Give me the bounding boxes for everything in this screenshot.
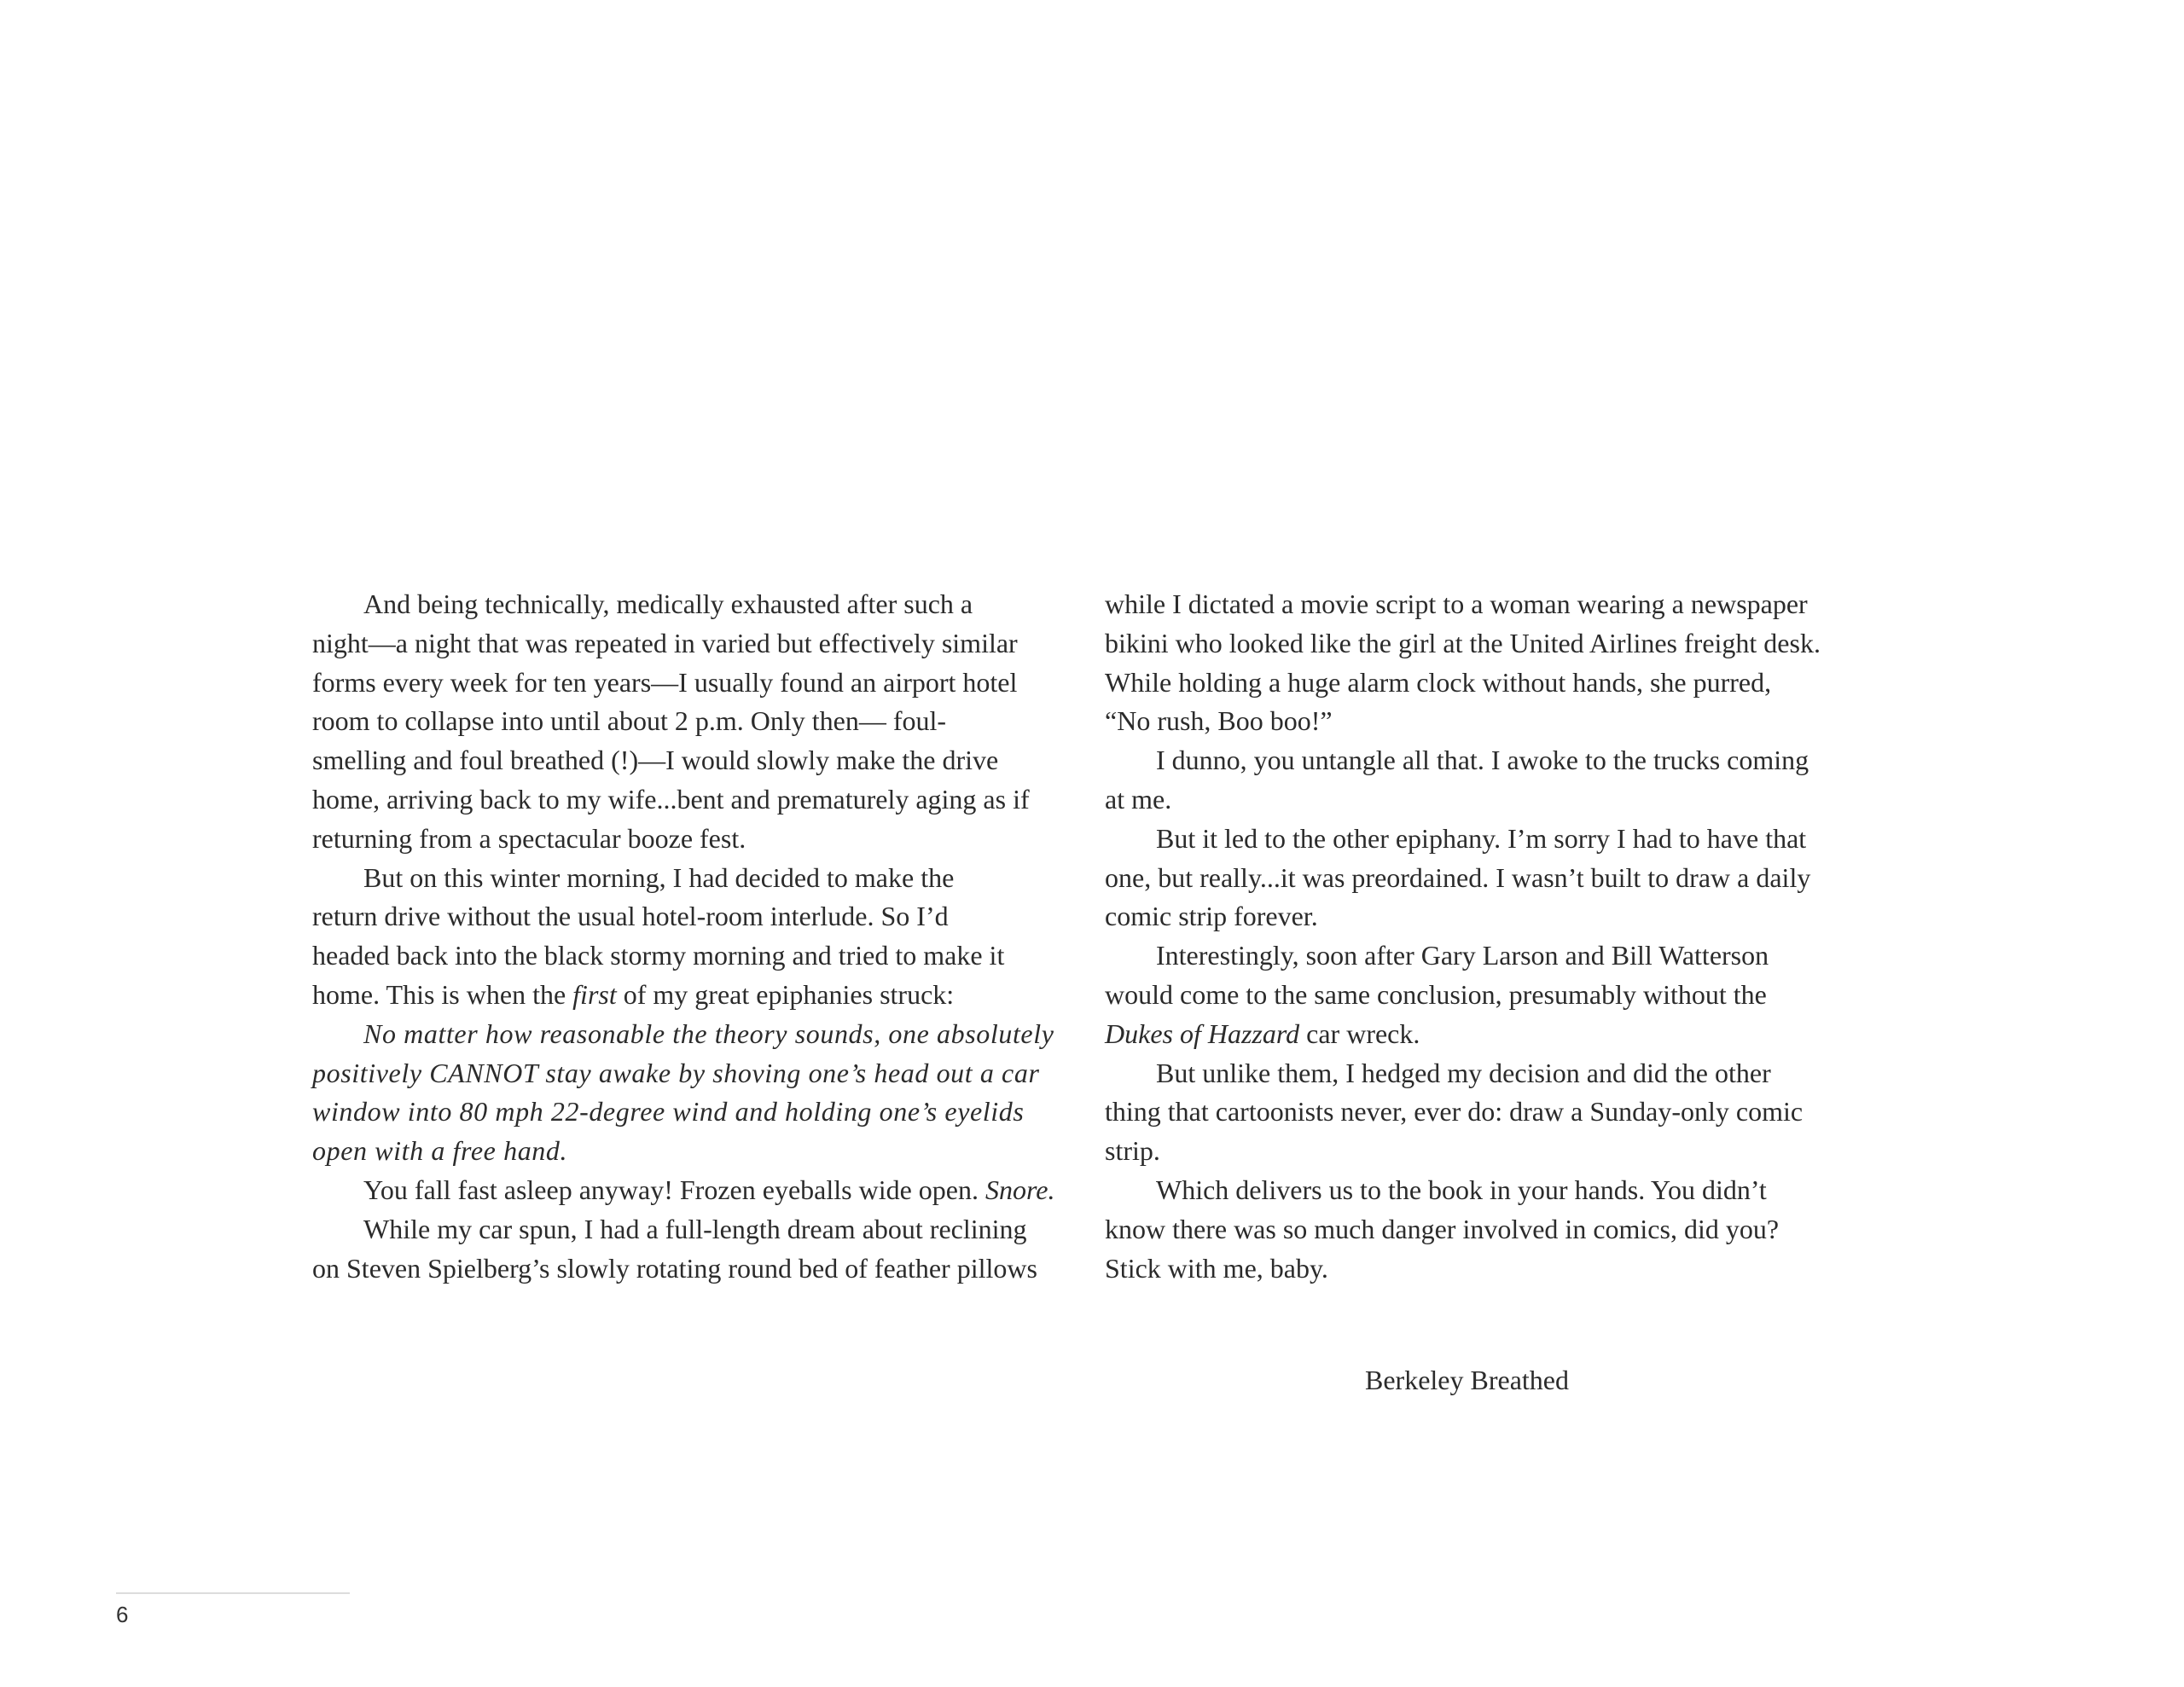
text-line: bikini who looked like the girl at the United Airlines freight desk. [1105, 627, 1821, 658]
italic-text-line: No matter how reasonable the theory sounds, one absolutely [363, 1017, 1054, 1049]
text-line: return drive without the usual hotel-room interlude. So I’d [312, 901, 949, 932]
text-line: home, arriving back to my wife...bent and prematurely aging as if [312, 783, 1030, 815]
text-line: While my car spun, I had a full-length dream about reclining [363, 1213, 1027, 1244]
author-signature: Berkeley Breathed [1365, 1365, 1569, 1395]
page-number: 6 [116, 1602, 129, 1627]
text-line [312, 1171, 1055, 1210]
text-segment: of my great epiphanies struck: [616, 978, 955, 1010]
text-line: headed back into the black stormy morning and tried to make it [312, 940, 1005, 971]
text-line: And being technically, medically exhausted after such a [363, 588, 973, 619]
text-line: strip. [1105, 1135, 1160, 1167]
text-line: thing that cartoonists never, ever do: draw a Sunday-only comic [1105, 1096, 1804, 1128]
text-segment: You fall fast asleep anyway! Frozen eyeballs wide open. [363, 1174, 985, 1205]
text-line: know there was so much danger involved in comics, did you? [1105, 1213, 1780, 1244]
footer-rule [116, 1592, 350, 1594]
italic-text-line: window into 80 mph 22-degree wind and holding one’s eyelids [312, 1096, 1025, 1128]
text-line: Stick with me, baby. [1105, 1252, 1328, 1284]
text-line: returning from a spectacular booze fest. [312, 822, 746, 854]
text-line: smelling and foul breathed (!)—I would slowly make the drive [312, 745, 999, 776]
text-line: room to collapse into until about 2 p.m. Only then— foul- [312, 705, 947, 737]
text-line [1105, 1015, 1856, 1054]
text-line: on Steven Spielberg’s slowly rotating round bed of feather pillows [312, 1252, 1037, 1284]
text-line: night—a night that was repeated in varied but effectively similar [312, 627, 1018, 658]
text-line: one, but really...it was preordained. I wasn’t built to draw a daily [1105, 861, 1811, 893]
italic-text-line: positively CANNOT stay awake by shoving one’s head out a car [312, 1057, 1040, 1088]
text-line: But unlike them, I hedged my decision and did the other [1156, 1057, 1771, 1088]
italic-text-line: open with a free hand. [312, 1135, 568, 1167]
left-text-column [312, 585, 1055, 1288]
text-line: forms every week for ten years—I usually found an airport hotel [312, 666, 1018, 698]
text-line: Interestingly, soon after Gary Larson and Bill Watterson [1156, 940, 1769, 971]
text-line: But on this winter morning, I had decided to make the [363, 861, 955, 893]
text-segment: home. This is when the [312, 978, 573, 1010]
text-line: While holding a huge alarm clock without hands, she purred, [1105, 666, 1772, 698]
text-line: But it led to the other epiphany. I’m sorry I had to have that [1156, 822, 1807, 854]
emphasis-text: Dukes of Hazzard [1105, 1017, 1300, 1049]
text-line: Which delivers us to the book in your hands. You didn’t [1156, 1174, 1767, 1205]
text-line: “No rush, Boo boo!” [1105, 705, 1333, 737]
text-line: would come to the same conclusion, presumably without the [1105, 978, 1767, 1010]
emphasis-text: first [572, 978, 617, 1010]
text-line [312, 976, 1046, 1015]
emphasis-text: Snore. [985, 1174, 1055, 1205]
right-text-column [1105, 585, 1856, 1288]
text-line: at me. [1105, 783, 1172, 815]
text-segment: car wreck. [1299, 1017, 1420, 1049]
text-line: while I dictated a movie script to a woman wearing a newspaper [1105, 588, 1808, 619]
text-line: comic strip forever. [1105, 901, 1318, 932]
text-line: I dunno, you untangle all that. I awoke to the trucks coming [1156, 745, 1809, 776]
